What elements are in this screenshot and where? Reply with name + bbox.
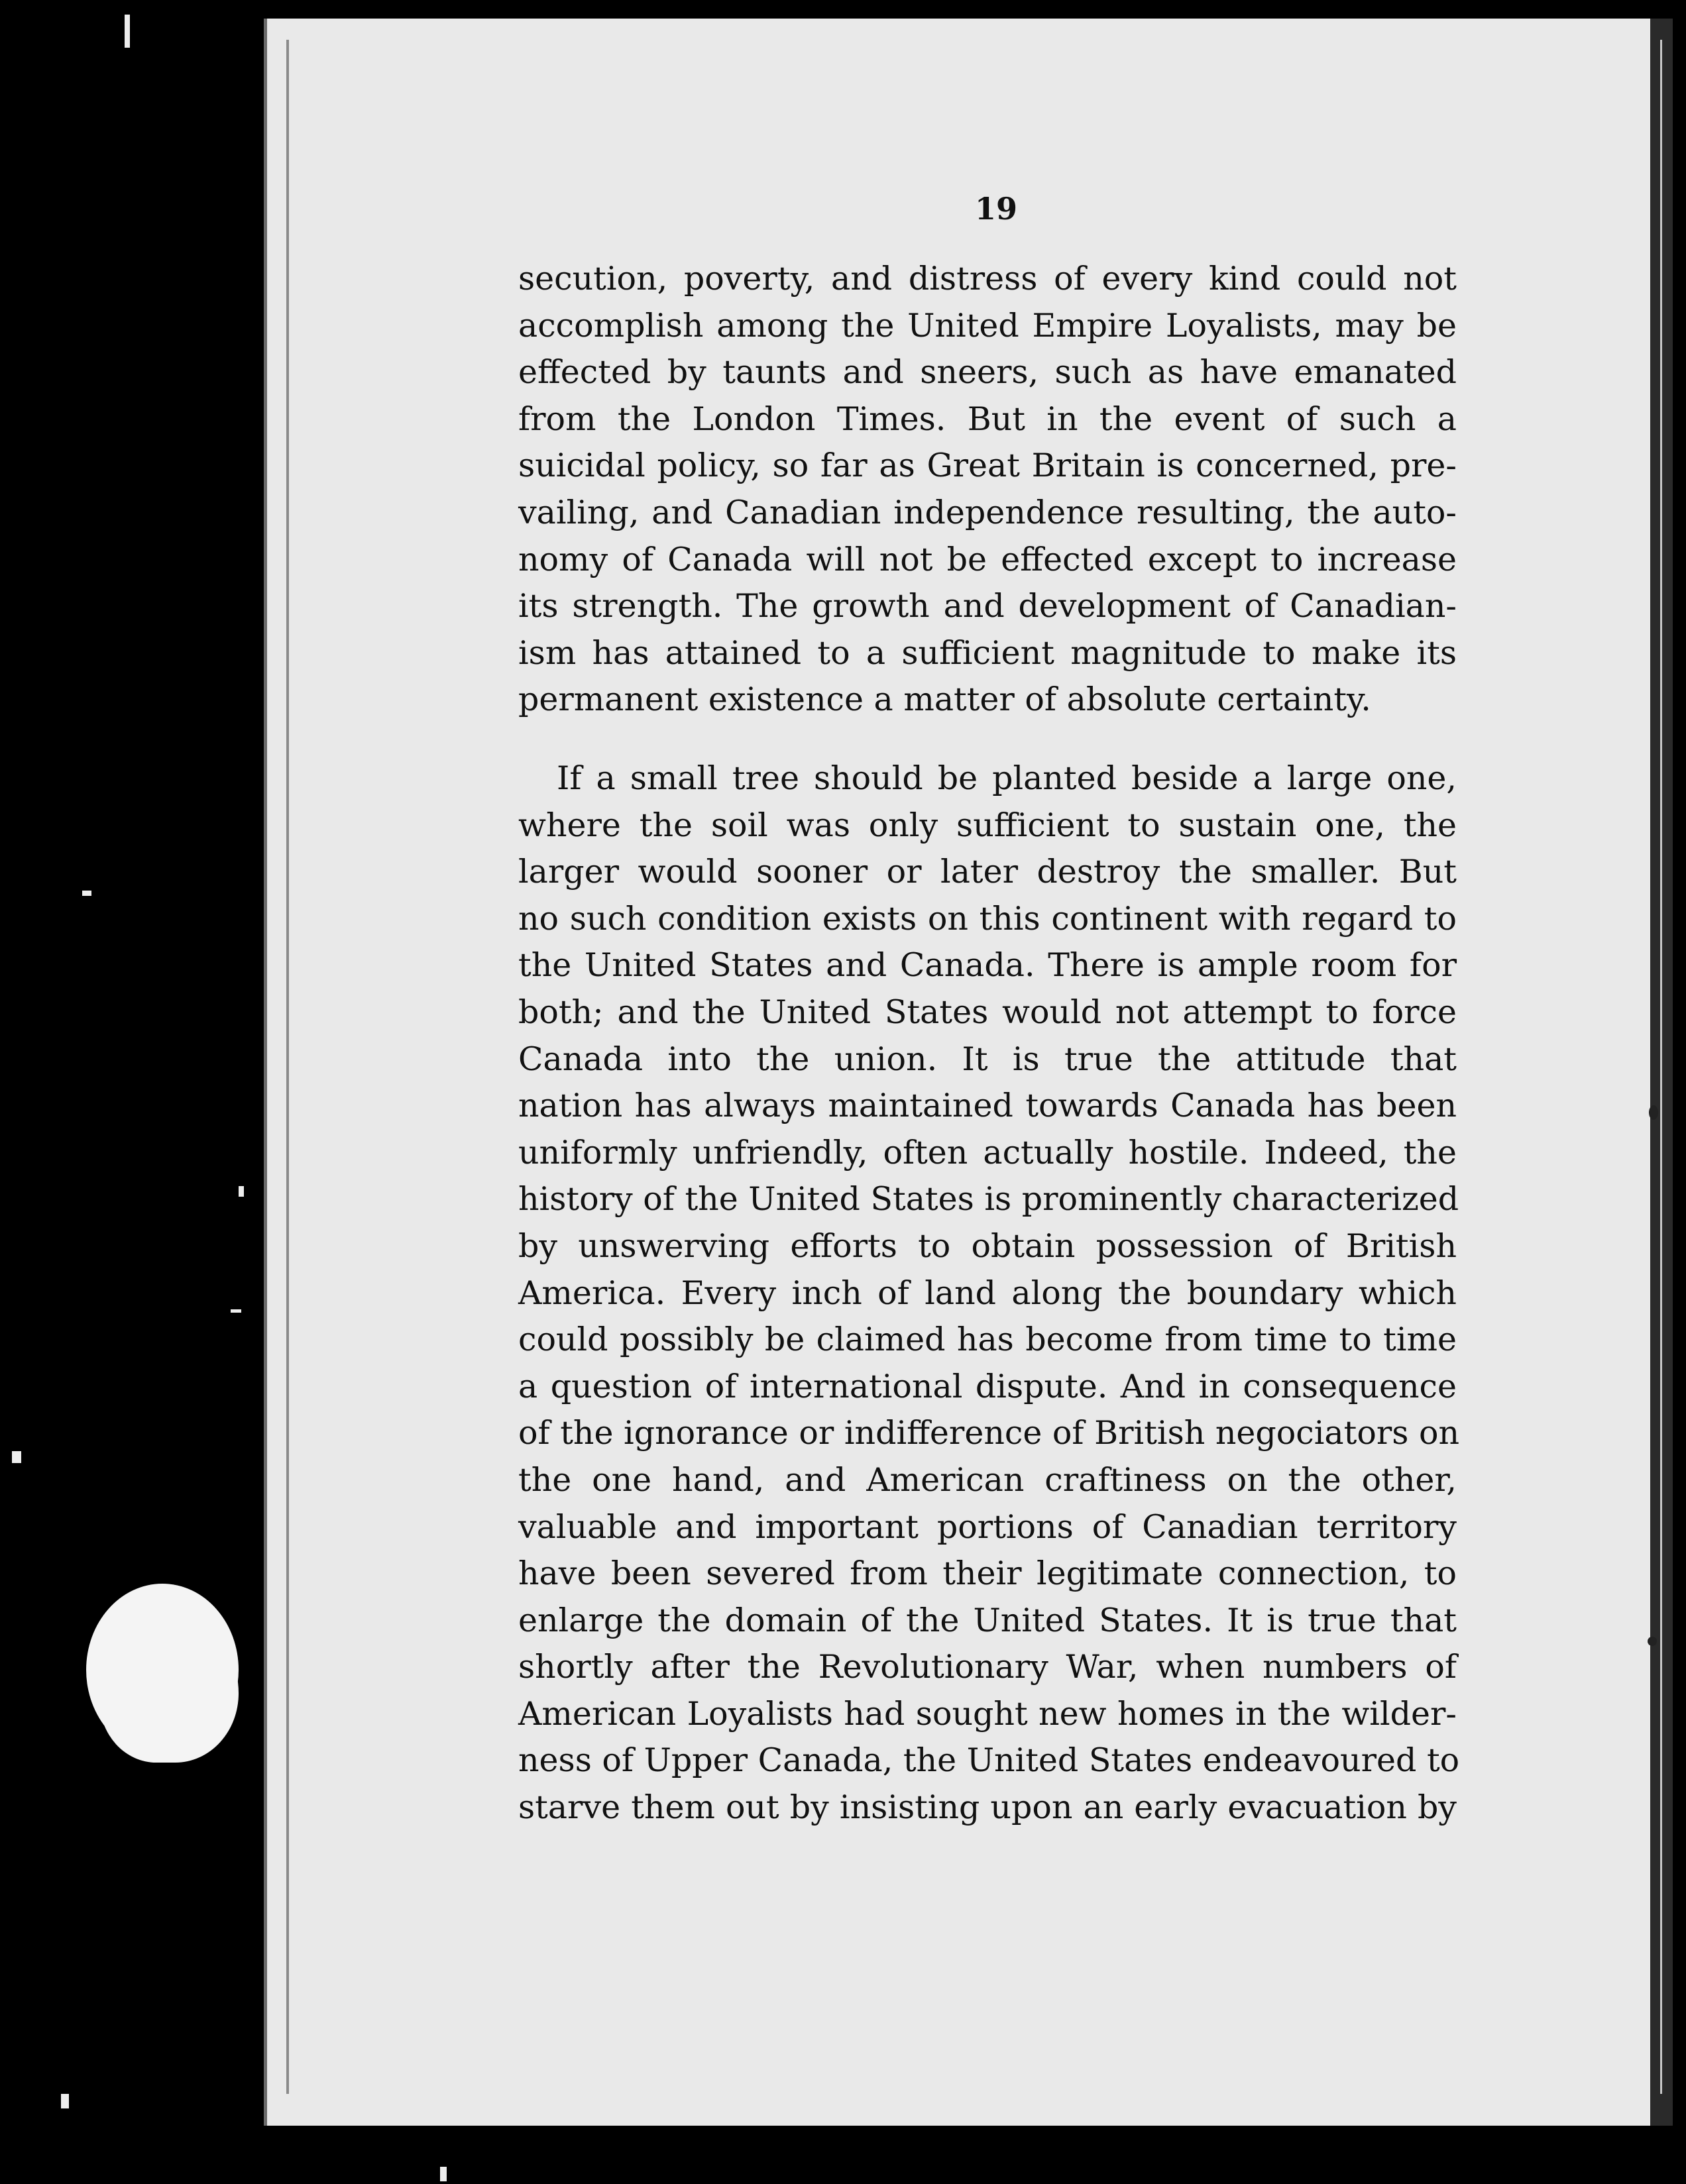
right-page-edge-line [1660, 40, 1662, 2094]
text-line: Canada into the union. It is true the attitude that [518, 1040, 1457, 1078]
scan-speck [1649, 1105, 1658, 1120]
bottom-scan-border [264, 2126, 1673, 2184]
scan-speck [231, 1309, 241, 1313]
text-line: shortly after the Revolutionary War, when numbers of [518, 1648, 1457, 1686]
paragraph-2 [518, 755, 1460, 1831]
scan-speck [61, 2094, 69, 2108]
text-line: effected by taunts and sneers, such as have emanated [518, 353, 1457, 392]
text-line: nomy of Canada will not be effected except to increase [518, 540, 1457, 578]
scan-speck [125, 15, 130, 48]
text-line: vailing, and Canadian independence resulting, the auto- [518, 493, 1457, 531]
text-line: starve them out by insisting upon an early evacuation by [518, 1788, 1457, 1827]
text-line: from the London Times. But in the event of such a [518, 400, 1457, 438]
text-line: of the ignorance or indifference of British negociators on [518, 1414, 1460, 1452]
text-line: both; and the United States would not attempt to force [518, 993, 1457, 1031]
text-line: no such condition exists on this continent with regard to [518, 899, 1457, 938]
scan-speck [1648, 1637, 1657, 1646]
paragraph-1 [518, 256, 1457, 724]
text-line: the United States and Canada. There is ample room for [518, 946, 1457, 985]
text-line: American Loyalists had sought new homes in the wilder- [518, 1694, 1457, 1733]
text-line: valuable and important portions of Canadian territory [518, 1507, 1457, 1546]
text-line: ness of Upper Canada, the United States endeavoured to [518, 1741, 1460, 1780]
scan-speck [239, 1186, 244, 1197]
scan-speck [440, 2167, 447, 2181]
text-line: could possibly be claimed has become from time to time [518, 1321, 1457, 1359]
page-number: 19 [974, 191, 1017, 227]
text-line: where the soil was only sufficient to sustain one, the [518, 806, 1457, 844]
page-gutter-line [286, 40, 289, 2094]
text-line: history of the United States is prominently characterized [518, 1180, 1459, 1219]
text-line: enlarge the domain of the United States. It is true that [518, 1601, 1457, 1639]
text-line: larger would sooner or later destroy the smaller. But [518, 853, 1457, 891]
text-line: ism has attained to a sufficient magnitude to make its [518, 633, 1457, 672]
scan-speck [82, 891, 91, 896]
text-line: America. Every inch of land along the boundary which [518, 1274, 1457, 1312]
text-line: If a small tree should be planted beside a large one, [557, 759, 1457, 797]
text-line: a question of international dispute. And in consequence [518, 1367, 1457, 1405]
text-line: accomplish among the United Empire Loyalists, may be [518, 306, 1457, 345]
text-line: the one hand, and American craftiness on the other, [518, 1460, 1457, 1499]
scan-speck [12, 1451, 21, 1463]
text-line: its strength. The growth and development of Canadian- [518, 587, 1457, 626]
text-line: uniformly unfriendly, often actually hostile. Indeed, the [518, 1133, 1457, 1172]
text-line: secution, poverty, and distress of every kind could not [518, 260, 1457, 298]
text-line: permanent existence a matter of absolute certainty. [518, 681, 1371, 719]
text-line: by unswerving efforts to obtain possession of British [518, 1227, 1457, 1265]
text-line: have been severed from their legitimate connection, to [518, 1555, 1457, 1593]
text-line: suicidal policy, so far as Great Britain is concerned, pre- [518, 447, 1457, 485]
text-line: nation has always maintained towards Canada has been [518, 1087, 1457, 1125]
